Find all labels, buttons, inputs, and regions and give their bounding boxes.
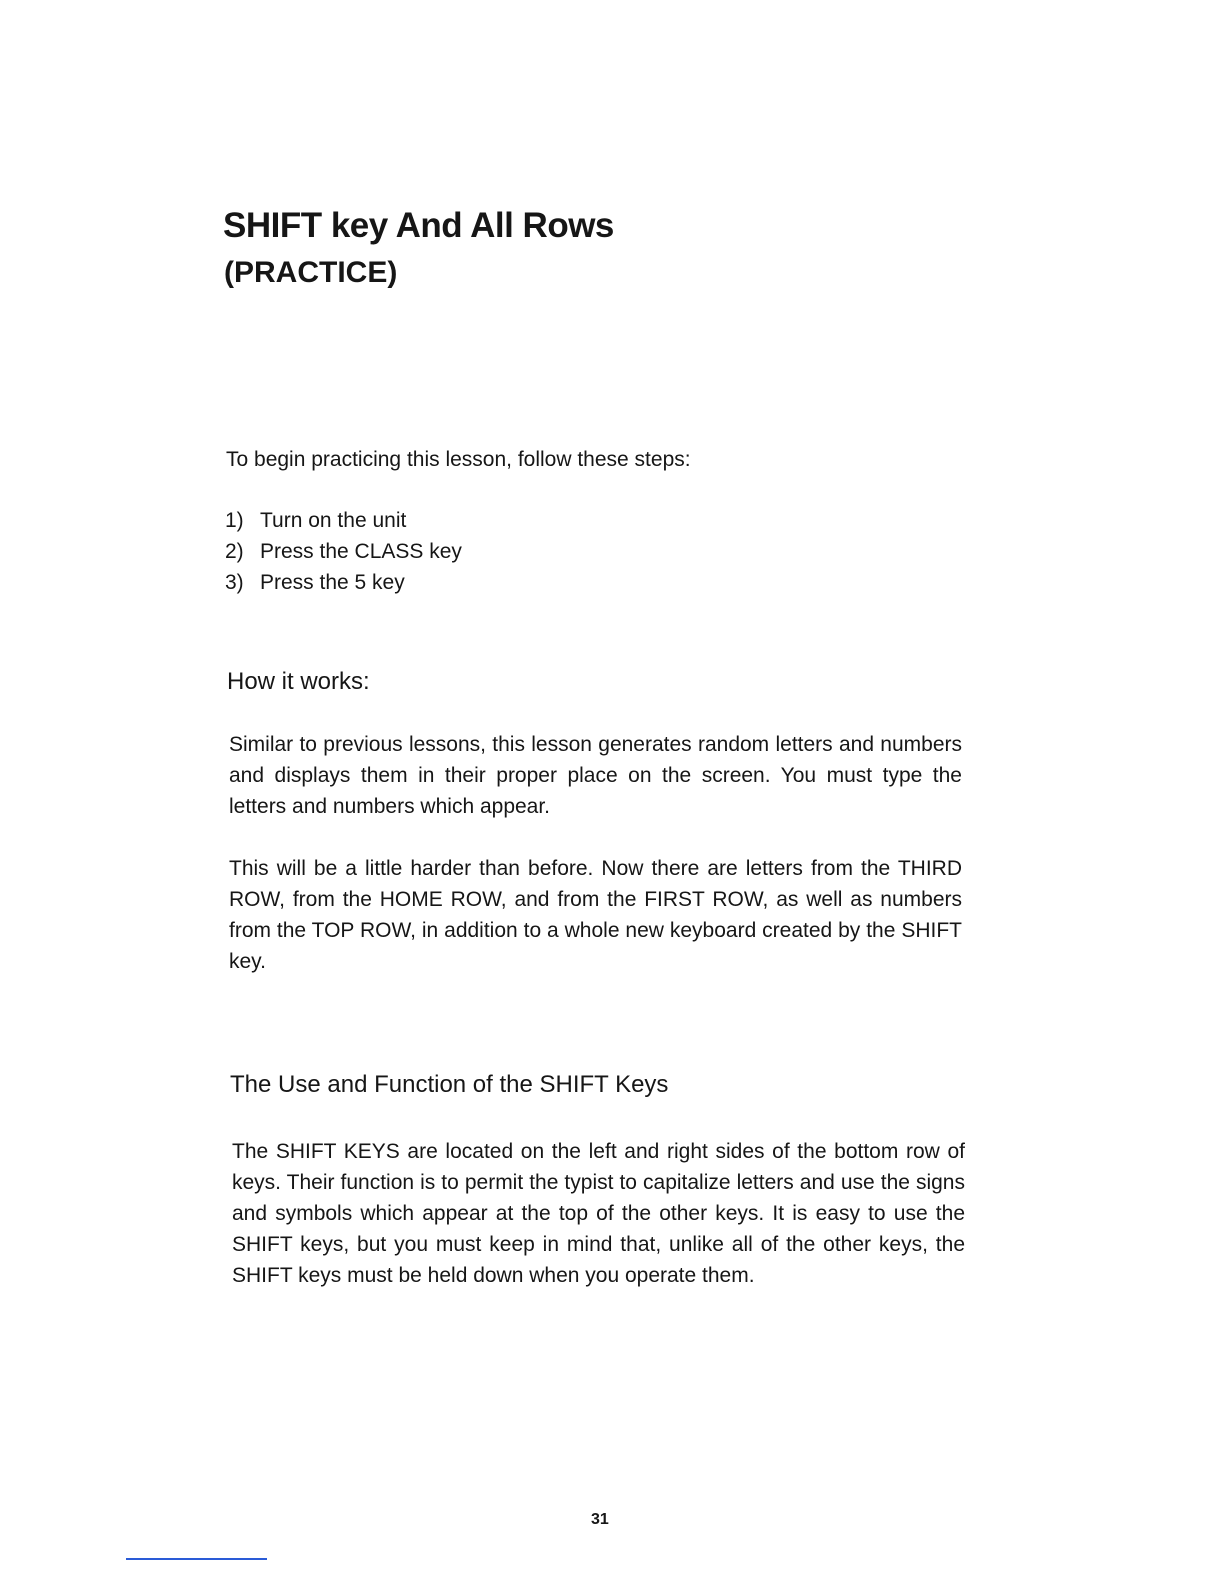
intro-text: To begin practicing this lesson, follow these steps: (226, 448, 691, 471)
list-item (225, 505, 462, 536)
step-number: 2) (225, 540, 244, 563)
how-it-works-paragraph-2: This will be a little harder than before. Now there are letters from the THIRD ROW, from the HOME ROW, and from the FIRST ROW, as well as numbers from the TOP ROW, in addition to a whole new keyboard created by the SHIFT key. (229, 857, 962, 973)
list-item (225, 567, 462, 598)
page-number: 31 (591, 1511, 609, 1528)
shift-keys-paragraph: The SHIFT KEYS are located on the left and right sides of the bottom row of keys. Their function is to permit the typist to capitalize letters and use the signs and symbols which appear at the top of the other keys. It is easy to use the SHIFT keys, but you must keep in mind that, unlike all of the other keys, the SHIFT keys must be held down when you operate them. (232, 1140, 965, 1287)
how-it-works-heading: How it works: (227, 668, 370, 695)
footer-rule (126, 1558, 267, 1560)
step-text: Turn on the unit (260, 509, 407, 532)
how-it-works-paragraph-1: Similar to previous lessons, this lesson generates random letters and numbers and displays them in their proper place on the screen. You must type the letters and numbers which appear. (229, 733, 962, 818)
step-text: Press the CLASS key (260, 540, 462, 563)
list-item (225, 536, 462, 567)
step-number: 3) (225, 571, 244, 594)
page-title: SHIFT key And All Rows (223, 206, 614, 245)
page-subtitle: (PRACTICE) (224, 256, 398, 289)
shift-keys-heading: The Use and Function of the SHIFT Keys (230, 1071, 669, 1098)
step-text: Press the 5 key (260, 571, 405, 594)
steps-list (225, 505, 462, 598)
step-number: 1) (225, 509, 244, 532)
